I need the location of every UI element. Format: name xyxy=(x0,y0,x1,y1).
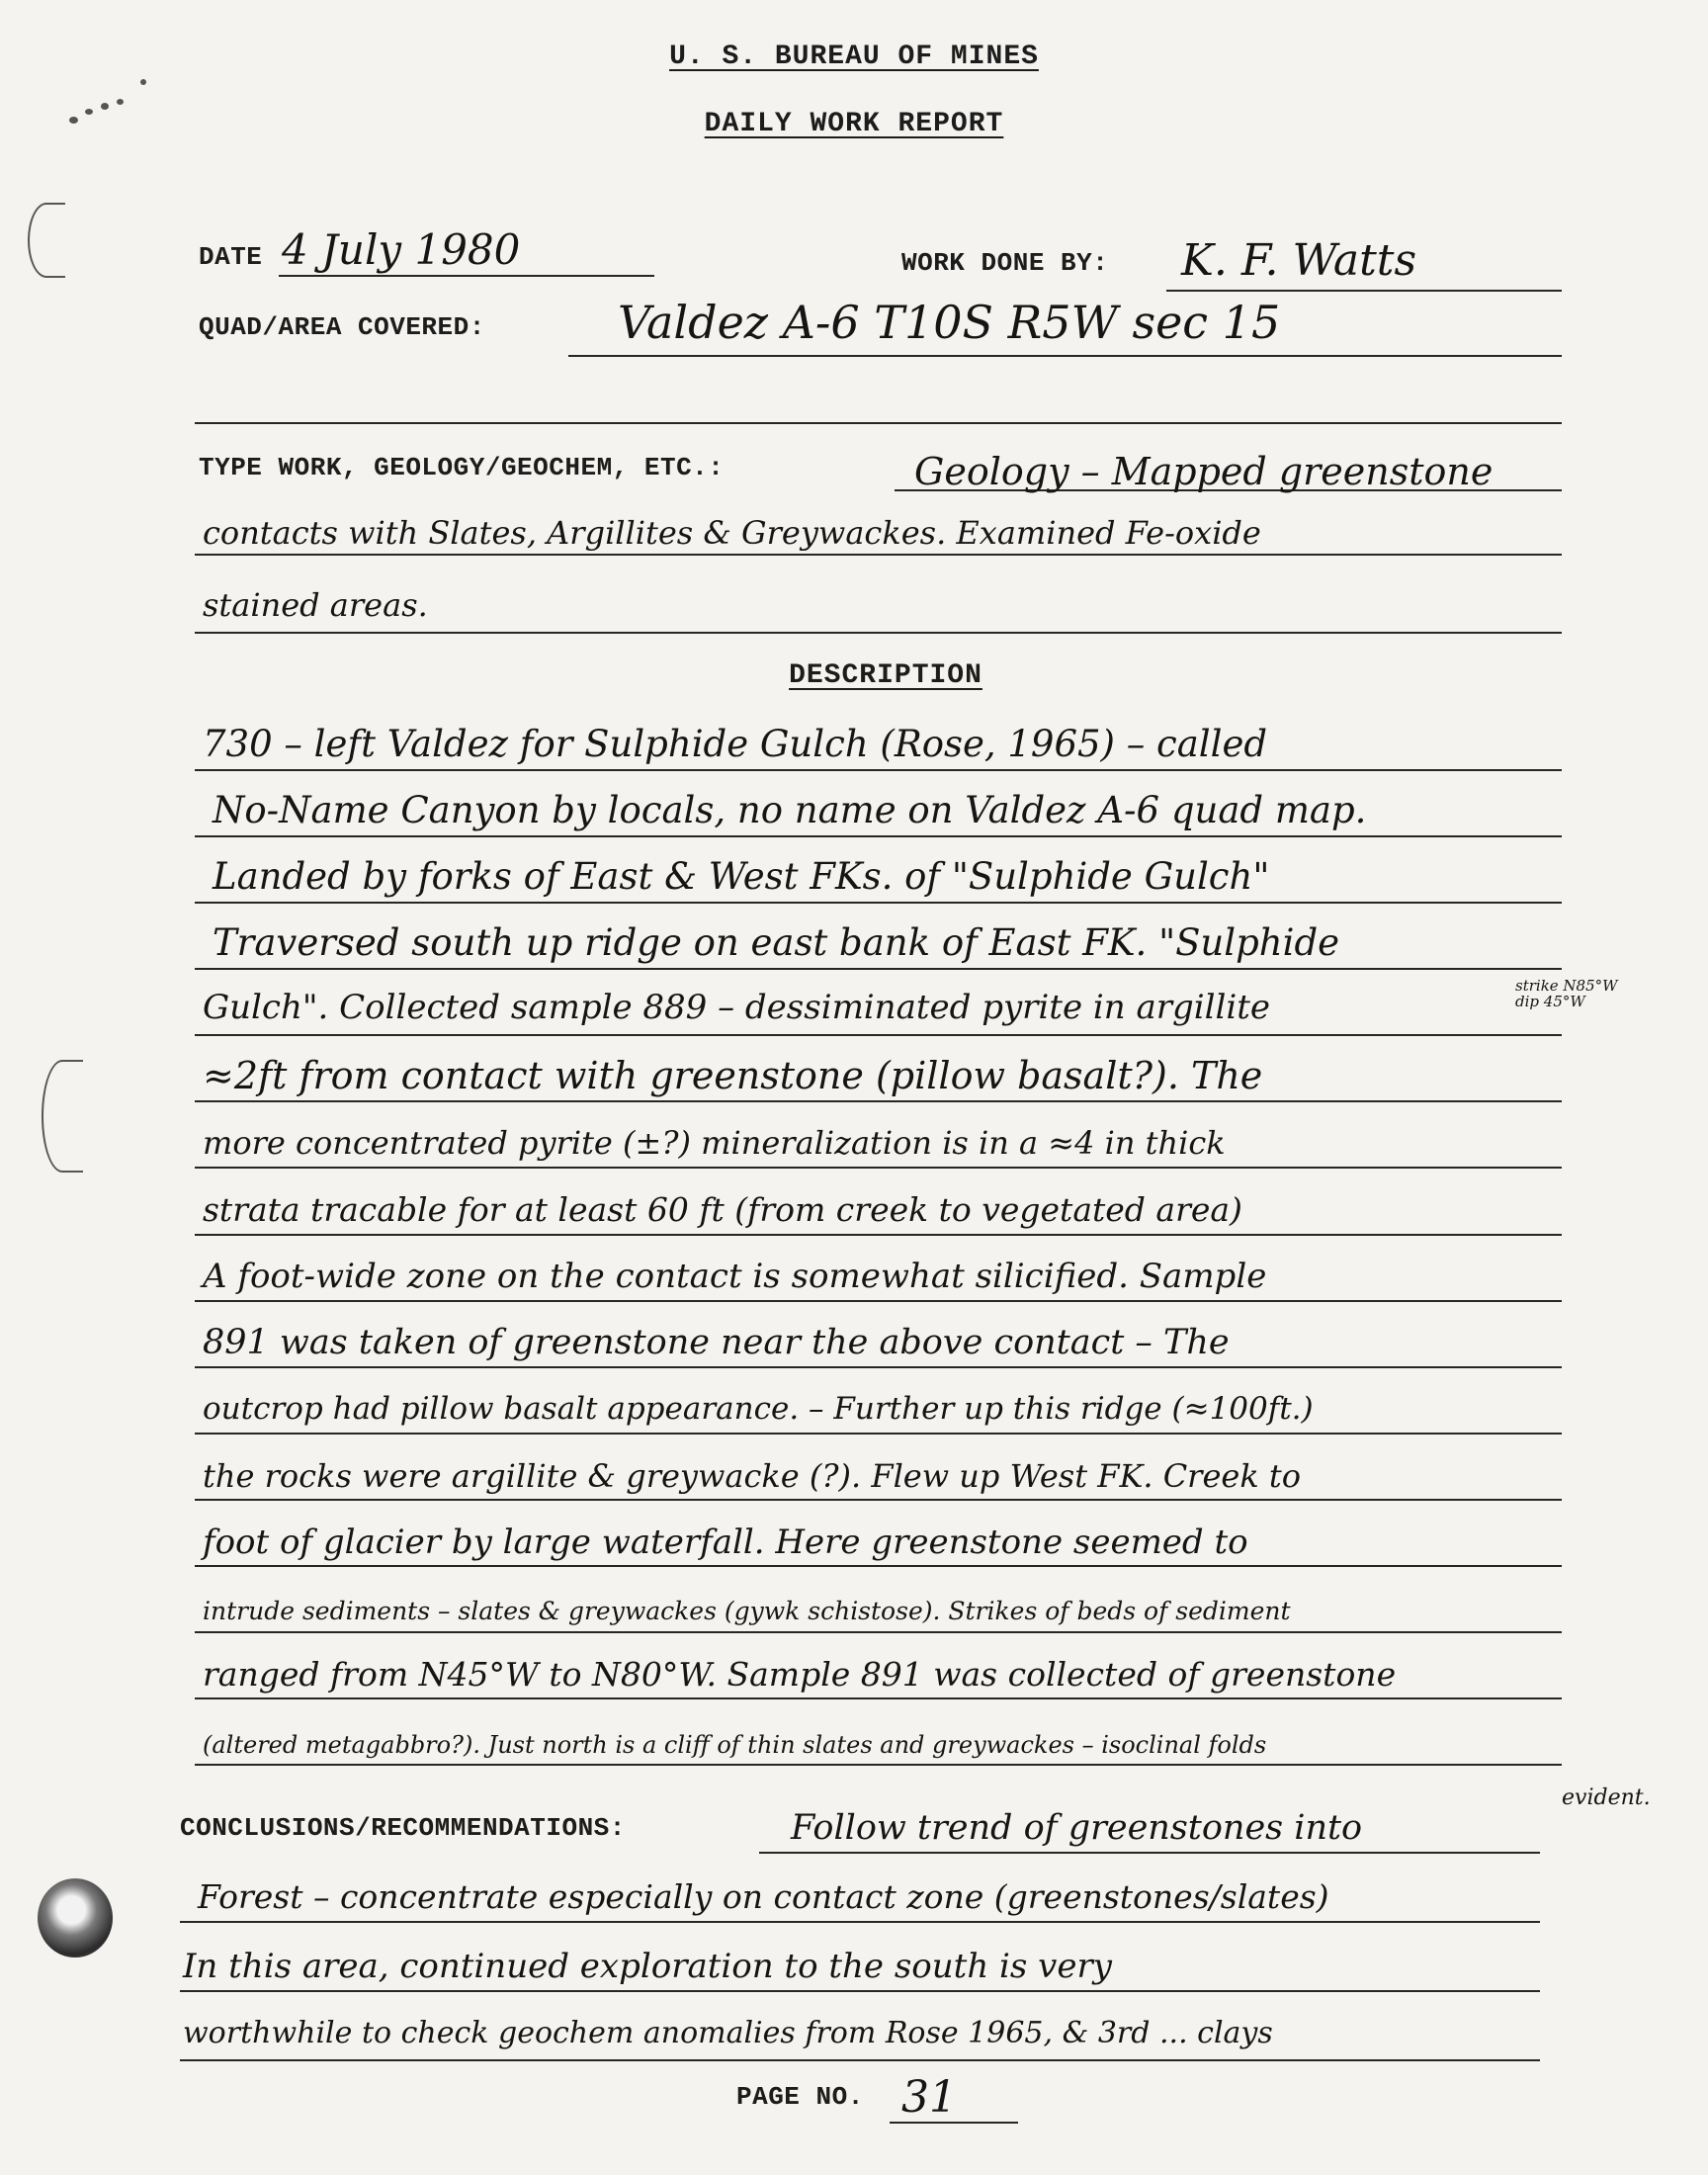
description-text: intrude sediments – slates & greywackes (gywk schistose). Strikes of beds of sediment xyxy=(203,1597,1291,1625)
description-line xyxy=(195,1764,1562,1766)
date-line xyxy=(279,275,654,277)
scan-speck xyxy=(140,79,146,85)
conclusions-line xyxy=(180,1990,1540,1992)
description-text: ≈2ft from contact with greenstone (pillow basalt?). The xyxy=(203,1054,1263,1097)
work-done-by-label: WORK DONE BY: xyxy=(901,248,1109,278)
description-text: more concentrated pyrite (±?) mineralization is in a ≈4 in thick xyxy=(203,1124,1226,1162)
conclusions-line xyxy=(759,1852,1540,1854)
quad-line xyxy=(568,355,1562,357)
type-work-label: TYPE WORK, GEOLOGY/GEOCHEM, ETC.: xyxy=(199,453,725,482)
quad-value: Valdez A-6 T10S R5W sec 15 xyxy=(618,296,1281,349)
overflow-note: evident. xyxy=(1562,1785,1651,1810)
description-text: strata tracable for at least 60 ft (from creek to vegetated area) xyxy=(203,1190,1242,1229)
description-text: 730 – left Valdez for Sulphide Gulch (Rose, 1965) – called xyxy=(203,723,1268,765)
description-line xyxy=(195,1697,1562,1699)
description-text: the rocks were argillite & greywacke (?). Flew up West FK. Creek to xyxy=(203,1457,1302,1495)
description-line xyxy=(195,1631,1562,1633)
punch-hole xyxy=(38,1878,113,1958)
description-line xyxy=(195,1100,1562,1102)
quad-label: QUAD/AREA COVERED: xyxy=(199,312,485,342)
work-done-by-value: K. F. Watts xyxy=(1181,235,1417,286)
margin-note: strike N85°W dip 45°W xyxy=(1515,977,1618,1010)
conclusions-text: worthwhile to check geochem anomalies from Rose 1965, & 3rd ... clays xyxy=(183,2016,1273,2050)
description-line xyxy=(195,1034,1562,1036)
description-text: No-Name Canyon by locals, no name on Valdez A-6 quad map. xyxy=(213,789,1367,831)
type-work-line: stained areas. xyxy=(203,586,428,624)
description-line xyxy=(195,1433,1562,1435)
description-text: 891 was taken of greenstone near the above contact – The xyxy=(203,1323,1230,1362)
description-line xyxy=(195,769,1562,771)
page-number-label: PAGE NO. xyxy=(736,2082,864,2112)
work-done-by-line xyxy=(1166,290,1562,292)
conclusions-line xyxy=(180,2059,1540,2061)
description-text: Gulch". Collected sample 889 – dessiminated pyrite in argillite xyxy=(203,988,1271,1027)
description-text: foot of glacier by large waterfall. Here greenstone seemed to xyxy=(203,1522,1248,1562)
conclusions-text: In this area, continued exploration to the south is very xyxy=(183,1947,1112,1986)
description-line xyxy=(195,1565,1562,1567)
conclusions-text: Follow trend of greenstones into xyxy=(791,1808,1363,1848)
binder-mark xyxy=(42,1060,83,1173)
conclusions-label: CONCLUSIONS/RECOMMENDATIONS: xyxy=(180,1813,626,1843)
description-text: Traversed south up ridge on east bank of East FK. "Sulphide xyxy=(213,921,1340,964)
description-text: Landed by forks of East & West FKs. of "Sulphide Gulch" xyxy=(213,855,1270,898)
description-text: (altered metagabbro?). Just north is a cliff of thin slates and greywackes – isoclinal folds xyxy=(203,1731,1267,1759)
type-work-line: contacts with Slates, Argillites & Greywackes. Examined Fe-oxide xyxy=(203,514,1261,552)
description-line xyxy=(195,902,1562,904)
type-work-line: Geology – Mapped greenstone xyxy=(914,450,1494,493)
description-text: outcrop had pillow basalt appearance. – Further up this ridge (≈100ft.) xyxy=(203,1391,1314,1427)
type-work-line xyxy=(195,554,1562,556)
blank-line xyxy=(195,422,1562,424)
type-work-line xyxy=(195,632,1562,634)
date-value: 4 July 1980 xyxy=(282,225,521,274)
date-label: DATE xyxy=(199,242,263,272)
binder-mark xyxy=(28,203,65,278)
conclusions-text: Forest – concentrate especially on contact zone (greenstones/slates) xyxy=(198,1877,1329,1916)
description-text: ranged from N45°W to N80°W. Sample 891 was collected of greenstone xyxy=(203,1655,1397,1694)
description-line xyxy=(195,1300,1562,1302)
report-title: DAILY WORK REPORT xyxy=(704,109,1004,139)
description-text: A foot-wide zone on the contact is somewhat silicified. Sample xyxy=(203,1257,1267,1296)
conclusions-line xyxy=(180,1921,1540,1923)
description-line xyxy=(195,1499,1562,1501)
description-line xyxy=(195,1167,1562,1169)
description-line xyxy=(195,1234,1562,1236)
description-line xyxy=(195,968,1562,970)
page-number-value: 31 xyxy=(901,2072,957,2123)
description-line xyxy=(195,835,1562,837)
agency-title: U. S. BUREAU OF MINES xyxy=(669,42,1039,72)
description-line xyxy=(195,1366,1562,1368)
description-heading: DESCRIPTION xyxy=(789,660,982,691)
scan-speck xyxy=(117,99,124,105)
